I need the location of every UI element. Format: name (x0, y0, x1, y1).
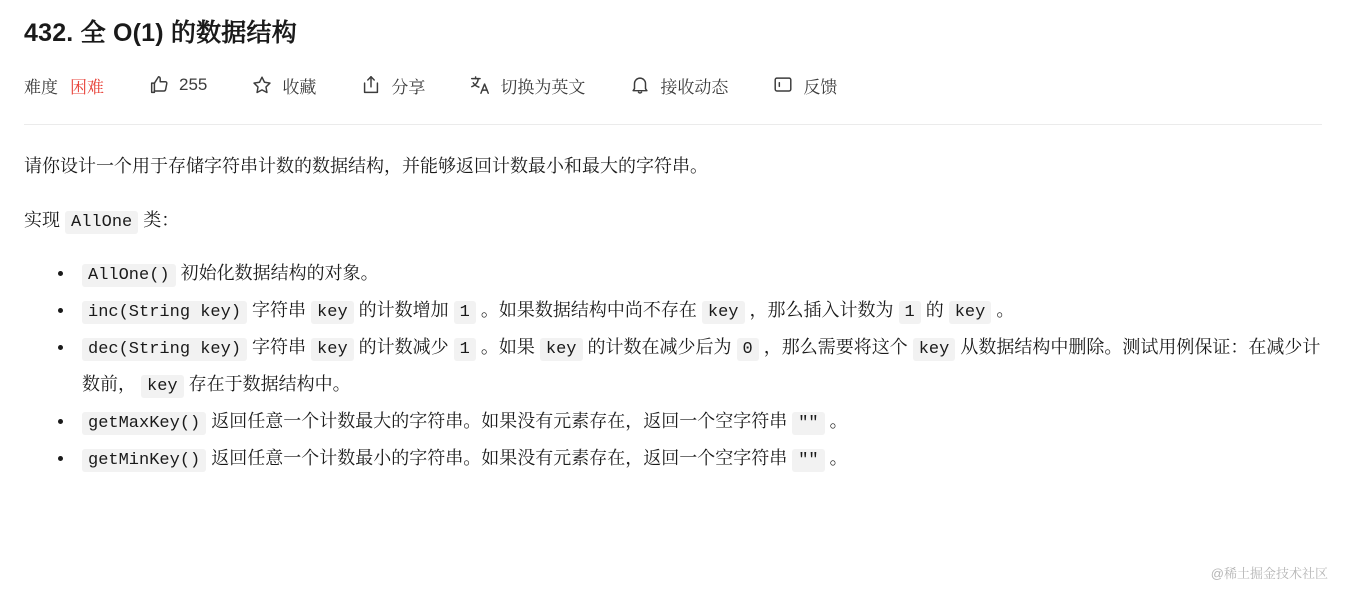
translate-label: 切换为英文 (500, 77, 586, 97)
difficulty-group (24, 73, 104, 98)
text-run: 。 (824, 448, 848, 468)
watermark: @稀土掘金技术社区 (1210, 566, 1328, 581)
text-run: 返回任意一个计数最大的字符串。如果没有元素存在，返回一个空字符串 (206, 411, 793, 431)
share-label: 分享 (391, 77, 426, 97)
code-token: 1 (454, 338, 476, 361)
feedback-label: 反馈 (803, 77, 838, 97)
text-run: 的计数在减少后为 (582, 337, 737, 357)
difficulty-value: 困难 (70, 77, 104, 97)
list-item (82, 330, 1322, 404)
code-token: 1 (899, 301, 921, 324)
text-run: 的计数增加 (353, 300, 454, 320)
code-token: key (913, 338, 956, 361)
implement-prefix: 实现 (24, 210, 66, 230)
bell-icon (629, 74, 651, 96)
like-count: 255 (179, 75, 208, 94)
implement-paragraph (24, 205, 1322, 238)
list-item (82, 256, 1322, 293)
code-token: "" (792, 412, 824, 435)
text-run: 。如果 (475, 337, 540, 357)
favorite-label: 收藏 (282, 77, 317, 97)
code-token: "" (792, 449, 824, 472)
feedback-button[interactable] (772, 73, 837, 98)
class-name-code: AllOne (65, 211, 138, 234)
text-run: 从数据结构中删除。测试用例保证：在减少计数前， (82, 337, 1321, 394)
code-token: key (702, 301, 745, 324)
text-run: 初始化数据结构的对象。 (175, 263, 379, 283)
text-run: 。 (991, 300, 1015, 320)
code-token: key (311, 338, 354, 361)
page-title: 432. 全 O(1) 的数据结构 (24, 19, 297, 47)
translate-button[interactable] (469, 73, 585, 98)
text-run: 存在于数据结构中。 (183, 374, 351, 394)
favorite-button[interactable] (251, 73, 316, 98)
list-item (82, 441, 1322, 478)
text-run: 的 (920, 300, 949, 320)
method-list (24, 256, 1322, 478)
text-run: ，那么需要将这个 (758, 337, 913, 357)
code-token: inc(String key) (82, 301, 247, 324)
star-icon (251, 74, 273, 96)
code-token: key (540, 338, 583, 361)
code-token: key (949, 301, 992, 324)
meta-bar (24, 68, 1322, 102)
share-icon (360, 74, 382, 96)
text-run: 返回任意一个计数最小的字符串。如果没有元素存在，返回一个空字符串 (206, 448, 793, 468)
share-button[interactable] (360, 73, 425, 98)
implement-suffix: 类： (138, 210, 180, 230)
header-divider (24, 124, 1322, 125)
translate-icon (469, 74, 491, 96)
text-run: 字符串 (247, 300, 312, 320)
feedback-icon (772, 74, 794, 96)
code-token: key (141, 375, 184, 398)
code-token: 0 (737, 338, 759, 361)
thumbs-up-icon (148, 74, 170, 96)
code-token: getMaxKey() (82, 412, 206, 435)
text-run: 字符串 (247, 337, 312, 357)
code-token: AllOne() (82, 264, 176, 287)
code-token: getMinKey() (82, 449, 206, 472)
list-item (82, 293, 1322, 330)
code-token: 1 (454, 301, 476, 324)
subscribe-label: 接收动态 (660, 77, 729, 97)
description-paragraph: 请你设计一个用于存储字符串计数的数据结构，并能够返回计数最小和最大的字符串。 (24, 156, 708, 176)
subscribe-button[interactable] (629, 73, 728, 98)
code-token: dec(String key) (82, 338, 247, 361)
like-button[interactable] (148, 74, 207, 96)
text-run: 。如果数据结构中尚不存在 (475, 300, 702, 320)
text-run: 。 (824, 411, 848, 431)
difficulty-label: 难度 (24, 77, 58, 97)
text-run: 的计数减少 (353, 337, 454, 357)
code-token: key (311, 301, 354, 324)
list-item (82, 404, 1322, 441)
text-run: ，那么插入计数为 (744, 300, 899, 320)
